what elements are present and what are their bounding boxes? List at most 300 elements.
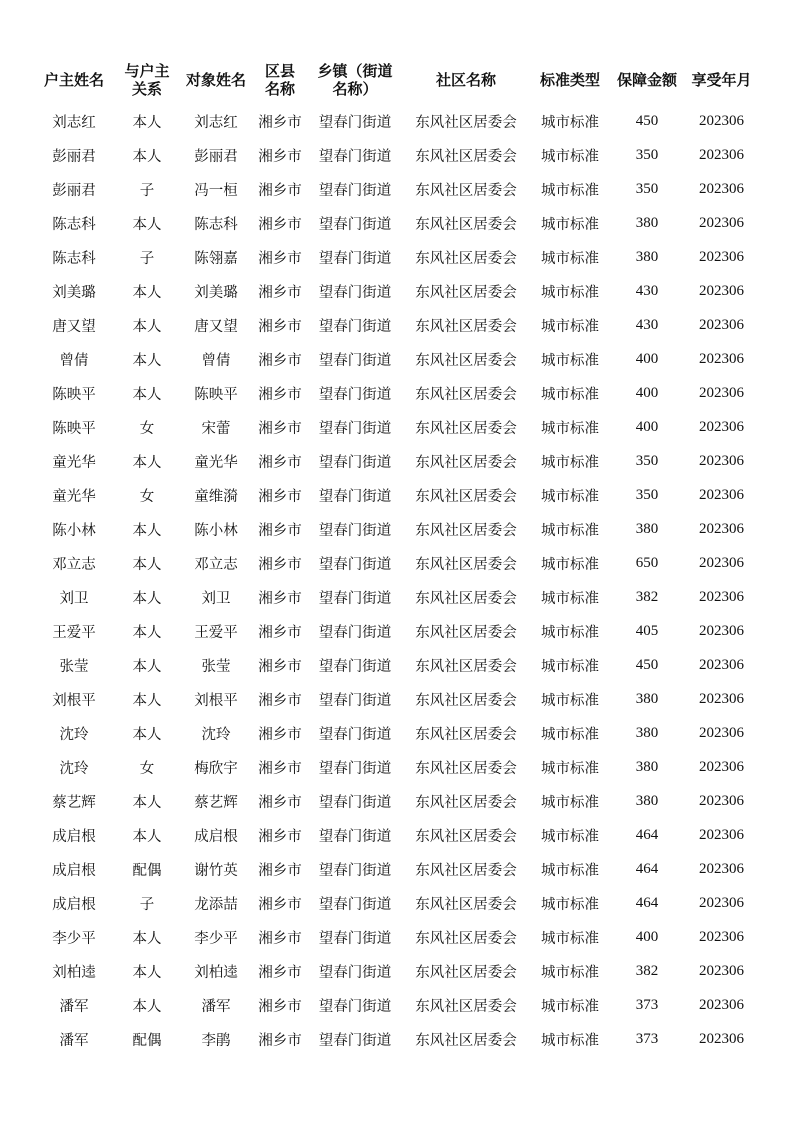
cell-relation: 本人 — [132, 930, 162, 947]
cell-household-head: 刘柏逵 — [52, 964, 96, 981]
cell-standard-type: 城市标准 — [541, 896, 599, 913]
cell-community: 东风社区居委会 — [415, 556, 517, 573]
cell-town: 望春门街道 — [318, 794, 392, 811]
header-relation-text — [124, 62, 169, 98]
cell-recipient-name: 王爱平 — [194, 624, 238, 641]
table-row — [32, 648, 761, 682]
cell-standard-type: 城市标准 — [541, 760, 599, 777]
header-town-text — [317, 62, 392, 98]
table-row — [32, 750, 761, 784]
cell-community: 东风社区居委会 — [415, 148, 517, 165]
cell-community: 东风社区居委会 — [415, 1032, 517, 1049]
cell-standard-type: 城市标准 — [541, 148, 599, 165]
cell-community: 东风社区居委会 — [415, 318, 517, 335]
cell-household-head: 沈玲 — [59, 726, 89, 743]
cell-town: 望春门街道 — [318, 658, 392, 675]
table-row — [32, 240, 761, 274]
cell-recipient-name: 沈玲 — [201, 726, 231, 743]
header-recipient: 对象姓名 — [185, 70, 246, 89]
cell-amount: 380 — [635, 248, 659, 265]
cell-amount: 350 — [635, 146, 659, 163]
cell-standard-type: 城市标准 — [541, 250, 599, 267]
table-row — [32, 172, 761, 206]
cell-standard-type: 城市标准 — [541, 794, 599, 811]
cell-month: 202306 — [699, 928, 744, 945]
cell-amount: 380 — [635, 690, 659, 707]
header-county-line1: 区县 — [264, 62, 295, 80]
table-row — [32, 580, 761, 614]
cell-month: 202306 — [699, 826, 744, 843]
cell-amount: 380 — [635, 792, 659, 809]
cell-amount: 373 — [635, 996, 659, 1013]
cell-recipient-name: 龙添喆 — [194, 896, 238, 913]
cell-relation: 本人 — [132, 624, 162, 641]
cell-county: 湘乡市 — [258, 658, 302, 675]
table-row — [32, 274, 761, 308]
cell-community: 东风社区居委会 — [415, 454, 517, 471]
cell-relation: 本人 — [132, 352, 162, 369]
cell-standard-type: 城市标准 — [541, 420, 599, 437]
table-row — [32, 376, 761, 410]
header-county-text — [265, 62, 295, 98]
cell-community: 东风社区居委会 — [415, 420, 517, 437]
cell-recipient-name: 刘卫 — [201, 590, 231, 607]
table-row — [32, 716, 761, 750]
header-town — [306, 56, 404, 104]
table-row — [32, 104, 761, 138]
cell-relation: 子 — [139, 896, 155, 913]
cell-relation: 本人 — [132, 658, 162, 675]
cell-household-head: 刘志红 — [52, 114, 96, 131]
table-row — [32, 852, 761, 886]
cell-month: 202306 — [699, 214, 744, 231]
cell-amount: 400 — [635, 418, 659, 435]
cell-amount: 380 — [635, 724, 659, 741]
cell-community: 东风社区居委会 — [415, 658, 517, 675]
header-town-line2: 名称） — [332, 80, 378, 98]
cell-month: 202306 — [699, 282, 744, 299]
table-row — [32, 512, 761, 546]
cell-standard-type: 城市标准 — [541, 692, 599, 709]
cell-town: 望春门街道 — [318, 998, 392, 1015]
cell-amount: 380 — [635, 214, 659, 231]
cell-amount: 400 — [635, 928, 659, 945]
cell-county: 湘乡市 — [258, 352, 302, 369]
table-row — [32, 886, 761, 920]
cell-relation: 女 — [139, 760, 155, 777]
header-amount: 保障金额 — [616, 70, 677, 89]
table-row — [32, 206, 761, 240]
cell-standard-type: 城市标准 — [541, 590, 599, 607]
header-county — [254, 56, 306, 104]
cell-county: 湘乡市 — [258, 420, 302, 437]
table-row — [32, 444, 761, 478]
cell-amount: 464 — [635, 894, 659, 911]
cell-household-head: 张莹 — [59, 658, 89, 675]
cell-recipient-name: 冯一桓 — [194, 182, 238, 199]
cell-amount: 380 — [635, 520, 659, 537]
cell-community: 东风社区居委会 — [415, 250, 517, 267]
table-row — [32, 308, 761, 342]
cell-month: 202306 — [699, 758, 744, 775]
cell-household-head: 陈映平 — [52, 386, 96, 403]
cell-amount: 405 — [635, 622, 659, 639]
cell-household-head: 蔡艺辉 — [52, 794, 96, 811]
table-row — [32, 1022, 761, 1056]
cell-household-head: 刘美璐 — [52, 284, 96, 301]
cell-community: 东风社区居委会 — [415, 590, 517, 607]
header-row — [32, 56, 761, 104]
cell-month: 202306 — [699, 622, 744, 639]
cell-amount: 382 — [635, 962, 659, 979]
cell-community: 东风社区居委会 — [415, 624, 517, 641]
cell-recipient-name: 陈小林 — [194, 522, 238, 539]
cell-county: 湘乡市 — [258, 862, 302, 879]
cell-community: 东风社区居委会 — [415, 930, 517, 947]
cell-town: 望春门街道 — [318, 726, 392, 743]
cell-town: 望春门街道 — [318, 182, 392, 199]
cell-standard-type: 城市标准 — [541, 114, 599, 131]
cell-standard-type: 城市标准 — [541, 318, 599, 335]
cell-month: 202306 — [699, 962, 744, 979]
cell-county: 湘乡市 — [258, 828, 302, 845]
cell-recipient-name: 梅欣宇 — [194, 760, 238, 777]
header-relation — [116, 56, 178, 104]
table-body — [32, 104, 761, 1056]
cell-community: 东风社区居委会 — [415, 726, 517, 743]
cell-town: 望春门街道 — [318, 828, 392, 845]
cell-recipient-name: 刘根平 — [194, 692, 238, 709]
cell-relation: 本人 — [132, 964, 162, 981]
cell-standard-type: 城市标准 — [541, 1032, 599, 1049]
cell-community: 东风社区居委会 — [415, 964, 517, 981]
cell-month: 202306 — [699, 350, 744, 367]
table-row — [32, 410, 761, 444]
cell-town: 望春门街道 — [318, 624, 392, 641]
cell-standard-type: 城市标准 — [541, 658, 599, 675]
header-county-line2: 名称 — [264, 80, 295, 98]
cell-month: 202306 — [699, 690, 744, 707]
cell-recipient-name: 陈映平 — [194, 386, 238, 403]
table-row — [32, 784, 761, 818]
cell-amount: 350 — [635, 180, 659, 197]
cell-town: 望春门街道 — [318, 522, 392, 539]
cell-standard-type: 城市标准 — [541, 998, 599, 1015]
cell-relation: 本人 — [132, 148, 162, 165]
cell-amount: 464 — [635, 860, 659, 877]
cell-household-head: 陈志科 — [52, 216, 96, 233]
cell-county: 湘乡市 — [258, 216, 302, 233]
cell-town: 望春门街道 — [318, 114, 392, 131]
cell-household-head: 童光华 — [52, 488, 96, 505]
cell-recipient-name: 陈翎嘉 — [194, 250, 238, 267]
table-row — [32, 988, 761, 1022]
cell-relation: 女 — [139, 488, 155, 505]
cell-month: 202306 — [699, 656, 744, 673]
cell-month: 202306 — [699, 588, 744, 605]
cell-community: 东风社区居委会 — [415, 352, 517, 369]
cell-county: 湘乡市 — [258, 624, 302, 641]
cell-household-head: 成启根 — [52, 896, 96, 913]
cell-relation: 本人 — [132, 998, 162, 1015]
table-row — [32, 682, 761, 716]
cell-community: 东风社区居委会 — [415, 896, 517, 913]
cell-amount: 400 — [635, 350, 659, 367]
cell-amount: 650 — [635, 554, 659, 571]
cell-month: 202306 — [699, 486, 744, 503]
cell-town: 望春门街道 — [318, 556, 392, 573]
cell-community: 东风社区居委会 — [415, 284, 517, 301]
cell-month: 202306 — [699, 316, 744, 333]
cell-standard-type: 城市标准 — [541, 216, 599, 233]
cell-standard-type: 城市标准 — [541, 352, 599, 369]
cell-standard-type: 城市标准 — [541, 284, 599, 301]
cell-household-head: 唐又望 — [52, 318, 96, 335]
cell-town: 望春门街道 — [318, 760, 392, 777]
table-row — [32, 546, 761, 580]
cell-town: 望春门街道 — [318, 454, 392, 471]
cell-county: 湘乡市 — [258, 522, 302, 539]
subsidy-roster-table — [32, 56, 761, 1056]
cell-household-head: 彭丽君 — [52, 148, 96, 165]
cell-recipient-name: 潘军 — [201, 998, 231, 1015]
cell-month: 202306 — [699, 554, 744, 571]
header-month: 享受年月 — [691, 70, 752, 89]
cell-relation: 本人 — [132, 828, 162, 845]
cell-amount: 430 — [635, 316, 659, 333]
cell-household-head: 刘根平 — [52, 692, 96, 709]
cell-community: 东风社区居委会 — [415, 760, 517, 777]
cell-relation: 本人 — [132, 590, 162, 607]
cell-relation: 本人 — [132, 114, 162, 131]
cell-town: 望春门街道 — [318, 352, 392, 369]
cell-relation: 本人 — [132, 556, 162, 573]
table-row — [32, 920, 761, 954]
cell-community: 东风社区居委会 — [415, 828, 517, 845]
cell-county: 湘乡市 — [258, 182, 302, 199]
cell-relation: 子 — [139, 250, 155, 267]
cell-community: 东风社区居委会 — [415, 522, 517, 539]
header-standard-type: 标准类型 — [539, 70, 600, 89]
cell-relation: 本人 — [132, 692, 162, 709]
cell-household-head: 彭丽君 — [52, 182, 96, 199]
cell-county: 湘乡市 — [258, 386, 302, 403]
cell-county: 湘乡市 — [258, 590, 302, 607]
cell-town: 望春门街道 — [318, 692, 392, 709]
cell-town: 望春门街道 — [318, 216, 392, 233]
cell-amount: 464 — [635, 826, 659, 843]
cell-recipient-name: 刘柏逵 — [194, 964, 238, 981]
cell-household-head: 曾倩 — [59, 352, 89, 369]
cell-month: 202306 — [699, 146, 744, 163]
cell-household-head: 李少平 — [52, 930, 96, 947]
cell-standard-type: 城市标准 — [541, 726, 599, 743]
cell-recipient-name: 成启根 — [194, 828, 238, 845]
cell-month: 202306 — [699, 452, 744, 469]
cell-month: 202306 — [699, 520, 744, 537]
cell-standard-type: 城市标准 — [541, 488, 599, 505]
cell-household-head: 潘军 — [59, 1032, 89, 1049]
cell-recipient-name: 邓立志 — [194, 556, 238, 573]
header-community: 社区名称 — [435, 70, 496, 89]
cell-community: 东风社区居委会 — [415, 692, 517, 709]
cell-relation: 本人 — [132, 216, 162, 233]
cell-household-head: 陈小林 — [52, 522, 96, 539]
cell-town: 望春门街道 — [318, 250, 392, 267]
cell-community: 东风社区居委会 — [415, 216, 517, 233]
cell-recipient-name: 曾倩 — [201, 352, 231, 369]
cell-town: 望春门街道 — [318, 148, 392, 165]
cell-standard-type: 城市标准 — [541, 556, 599, 573]
table-row — [32, 954, 761, 988]
cell-community: 东风社区居委会 — [415, 998, 517, 1015]
cell-recipient-name: 唐又望 — [194, 318, 238, 335]
cell-month: 202306 — [699, 418, 744, 435]
cell-household-head: 成启根 — [52, 828, 96, 845]
cell-standard-type: 城市标准 — [541, 454, 599, 471]
cell-standard-type: 城市标准 — [541, 522, 599, 539]
cell-county: 湘乡市 — [258, 250, 302, 267]
cell-month: 202306 — [699, 384, 744, 401]
cell-standard-type: 城市标准 — [541, 964, 599, 981]
cell-county: 湘乡市 — [258, 964, 302, 981]
cell-month: 202306 — [699, 180, 744, 197]
cell-relation: 本人 — [132, 454, 162, 471]
table-row — [32, 614, 761, 648]
cell-community: 东风社区居委会 — [415, 182, 517, 199]
cell-recipient-name: 童维漪 — [194, 488, 238, 505]
cell-recipient-name: 刘美璐 — [194, 284, 238, 301]
cell-community: 东风社区居委会 — [415, 862, 517, 879]
cell-county: 湘乡市 — [258, 488, 302, 505]
cell-amount: 380 — [635, 758, 659, 775]
cell-relation: 本人 — [132, 284, 162, 301]
cell-county: 湘乡市 — [258, 998, 302, 1015]
cell-town: 望春门街道 — [318, 318, 392, 335]
cell-standard-type: 城市标准 — [541, 862, 599, 879]
cell-amount: 430 — [635, 282, 659, 299]
cell-county: 湘乡市 — [258, 1032, 302, 1049]
header-relation-line1: 与户主 — [124, 62, 170, 80]
cell-amount: 450 — [635, 656, 659, 673]
cell-county: 湘乡市 — [258, 896, 302, 913]
cell-county: 湘乡市 — [258, 930, 302, 947]
cell-household-head: 王爱平 — [52, 624, 96, 641]
cell-community: 东风社区居委会 — [415, 114, 517, 131]
cell-amount: 400 — [635, 384, 659, 401]
cell-community: 东风社区居委会 — [415, 386, 517, 403]
cell-amount: 373 — [635, 1030, 659, 1047]
cell-month: 202306 — [699, 724, 744, 741]
cell-household-head: 陈志科 — [52, 250, 96, 267]
header-household-head: 户主姓名 — [43, 70, 104, 89]
table-row — [32, 138, 761, 172]
cell-household-head: 成启根 — [52, 862, 96, 879]
cell-household-head: 潘军 — [59, 998, 89, 1015]
cell-town: 望春门街道 — [318, 488, 392, 505]
cell-relation: 本人 — [132, 726, 162, 743]
cell-relation: 女 — [139, 420, 155, 437]
cell-community: 东风社区居委会 — [415, 794, 517, 811]
cell-household-head: 陈映平 — [52, 420, 96, 437]
cell-town: 望春门街道 — [318, 420, 392, 437]
cell-month: 202306 — [699, 248, 744, 265]
cell-relation: 子 — [139, 182, 155, 199]
cell-amount: 450 — [635, 112, 659, 129]
cell-standard-type: 城市标准 — [541, 828, 599, 845]
cell-recipient-name: 李鹃 — [201, 1032, 231, 1049]
cell-recipient-name: 童光华 — [194, 454, 238, 471]
cell-amount: 350 — [635, 452, 659, 469]
cell-standard-type: 城市标准 — [541, 182, 599, 199]
cell-household-head: 沈玲 — [59, 760, 89, 777]
cell-recipient-name: 刘志红 — [194, 114, 238, 131]
cell-standard-type: 城市标准 — [541, 930, 599, 947]
table-row — [32, 478, 761, 512]
cell-town: 望春门街道 — [318, 590, 392, 607]
cell-town: 望春门街道 — [318, 862, 392, 879]
cell-town: 望春门街道 — [318, 930, 392, 947]
cell-recipient-name: 谢竹英 — [194, 862, 238, 879]
cell-relation: 本人 — [132, 318, 162, 335]
cell-community: 东风社区居委会 — [415, 488, 517, 505]
header-town-line1: 乡镇（街道 — [317, 62, 393, 80]
cell-county: 湘乡市 — [258, 692, 302, 709]
cell-relation: 配偶 — [132, 1032, 162, 1049]
table-row — [32, 342, 761, 376]
cell-recipient-name: 张莹 — [201, 658, 231, 675]
cell-county: 湘乡市 — [258, 114, 302, 131]
cell-standard-type: 城市标准 — [541, 624, 599, 641]
cell-county: 湘乡市 — [258, 284, 302, 301]
cell-recipient-name: 宋蕾 — [201, 420, 231, 437]
cell-relation: 本人 — [132, 522, 162, 539]
table-header — [32, 56, 761, 104]
table-row — [32, 818, 761, 852]
cell-county: 湘乡市 — [258, 454, 302, 471]
cell-town: 望春门街道 — [318, 386, 392, 403]
cell-month: 202306 — [699, 112, 744, 129]
cell-month: 202306 — [699, 792, 744, 809]
cell-county: 湘乡市 — [258, 760, 302, 777]
cell-recipient-name: 陈志科 — [194, 216, 238, 233]
cell-month: 202306 — [699, 996, 744, 1013]
cell-town: 望春门街道 — [318, 964, 392, 981]
cell-standard-type: 城市标准 — [541, 386, 599, 403]
cell-relation: 配偶 — [132, 862, 162, 879]
cell-relation: 本人 — [132, 386, 162, 403]
cell-amount: 350 — [635, 486, 659, 503]
cell-town: 望春门街道 — [318, 284, 392, 301]
cell-household-head: 刘卫 — [59, 590, 89, 607]
cell-county: 湘乡市 — [258, 318, 302, 335]
cell-recipient-name: 李少平 — [194, 930, 238, 947]
cell-county: 湘乡市 — [258, 726, 302, 743]
cell-recipient-name: 彭丽君 — [194, 148, 238, 165]
cell-county: 湘乡市 — [258, 556, 302, 573]
cell-household-head: 邓立志 — [52, 556, 96, 573]
cell-county: 湘乡市 — [258, 148, 302, 165]
cell-relation: 本人 — [132, 794, 162, 811]
cell-month: 202306 — [699, 894, 744, 911]
cell-county: 湘乡市 — [258, 794, 302, 811]
cell-month: 202306 — [699, 860, 744, 877]
cell-recipient-name: 蔡艺辉 — [194, 794, 238, 811]
cell-town: 望春门街道 — [318, 1032, 392, 1049]
cell-month: 202306 — [699, 1030, 744, 1047]
header-relation-line2: 关系 — [131, 80, 162, 98]
cell-town: 望春门街道 — [318, 896, 392, 913]
